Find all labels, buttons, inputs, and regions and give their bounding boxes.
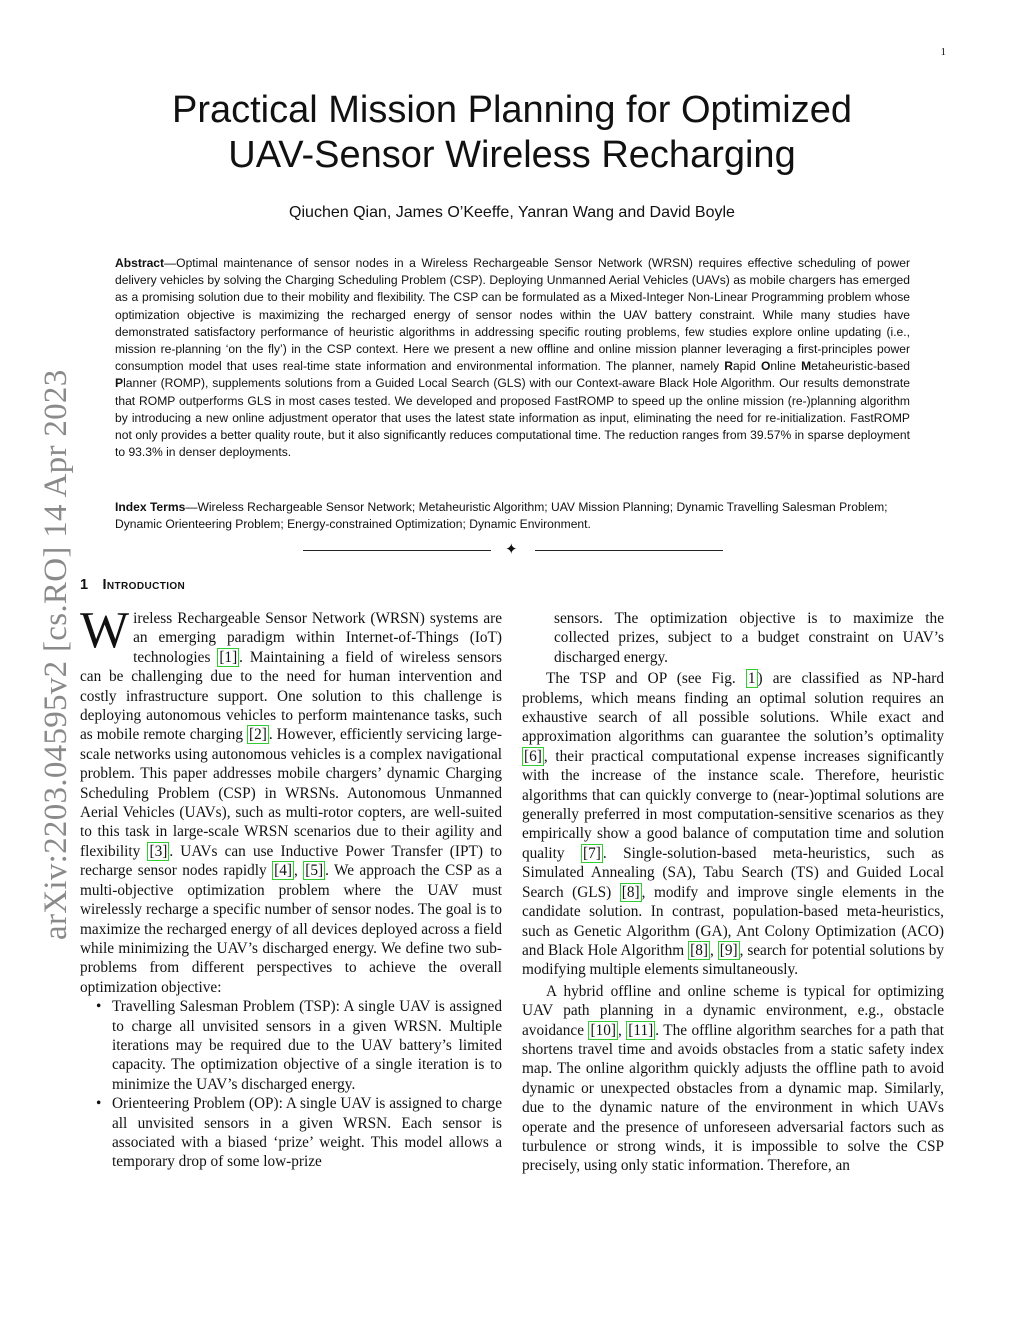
- list-item-op-continued: sensors. The optimization objective is to maximize the collected prizes, subject to a budget constraint on UAV’s discharged energy.: [554, 610, 944, 666]
- intro-paragraph-2: The TSP and OP (see Fig. 1 ) are classified as NP-hard problems, which means finding an optimal solution requires an exhaustive search of all possible solutions. While exact and approximation algorithms can guarantee the solution’s optimality [6] , their practical computational expense increases significantly with the increase of the instance scale. Therefore, heuristic algorithms that can quickly converge to (near-)optimal solutions are generally preferred in most computation-sensitive scenarios as they empirically show a good balance of computation time and solution quality [7] . Single-solution-based meta-heuristics, such as Simulated Annealing (SA), Tabu Search (TS) and Guided Local Search (GLS) [8] , modify and improve single elements in the candidate solution. In contrast, population-based meta-heuristics, such as Genetic Algorithm (GA), Ant Colony Optimization (ACO) and Black Hole Algorithm [8] , [9] , search for potential solutions by modifying multiple elements simultaneously.: [522, 670, 945, 979]
- index-terms-label: Index Terms: [115, 500, 186, 514]
- citation-link[interactable]: [1]: [219, 648, 238, 666]
- right-column: [522, 609, 944, 1176]
- section-heading: [80, 577, 185, 593]
- citation-link[interactable]: [8]: [690, 941, 708, 959]
- citation-link[interactable]: [10]: [590, 1021, 616, 1039]
- title-line-1: Practical Mission Planning for Optimized: [171, 89, 853, 131]
- citation-link[interactable]: [2]: [248, 726, 267, 744]
- citation-link[interactable]: [5]: [305, 862, 324, 880]
- intro-paragraph-3: A hybrid offline and online scheme is typical for optimizing UAV path planning in a dynamic environment, e.g., obstacle avoidance [10] , [11] . The offline algorithm searches for a path that shortens travel time and avoids obstacles from a static safety index map. The online algorithm quickly adjusts the offline path to avoid dynamic or unexpected obstacles from a dynamic map. Similarly, due to the dynamic nature of the environment in which UAVs operate and the presence of unforeseen adversarial factors such as turbulence or strong winds, it is impossible to solve the CSP precisely, using only static information. Therefore, an: [522, 982, 944, 1175]
- section-title: Introduction: [102, 577, 186, 593]
- intro-paragraph-1: Wireless Rechargeable Sensor Network (WRSN) systems are an emerging paradigm within Internet-of-Things (IoT) technologies [1] . Maintaining a field of wireless sensors can be challenging due to the need for human intervention and costly infrastructure support. One solution to this challenge is deploying autonomous vehicles to perform maintenance tasks, such as mobile remote charging [2] . However, efficiently servicing large-scale networks using autonomous vehicles is a complex navigational problem. This paper addresses mobile chargers’ dynamic Charging Scheduling Problem (CSP) in WRSNs. Autonomous Unmanned Aerial Vehicles (UAVs), such as multi-rotor copters, are well-suited to this task in large-scale WRSN scenarios due to their agility and flexibility [3] . UAVs can use Inductive Power Transfer (IPT) to recharge sensor nodes rapidly [4] , [5] . We approach the CSP as a multi-objective optimization problem where the UAV must wirelessly recharge a specific number of sensor nodes. The goal is to maximize the recharged energy of all devices deployed across a field while minimizing the UAV’s discharged energy. We define two sub-problems from different perspectives to achieve the overall optimization objective:: [80, 602, 503, 996]
- abstract: Abstract—Optimal maintenance of sensor nodes in a Wireless Rechargeable Sensor Network (WRSN) requires effective scheduling of power delivery vehicles by solving the Charging Scheduling Problem (CSP). Deploying Unmanned Aerial Vehicles (UAVs) as mobile chargers has emerged as a promising solution due to their mobility and flexibility. The CSP can be formulated as a Mixed-Integer Non-Linear Programming problem whose optimization objective is maximizing the recharged energy of sensor nodes within the UAV battery constraint. While many studies have demonstrated satisfactory performance of heuristic algorithms in addressing specific routing problems, few studies explore online updating (i.e., mission re-planning ‘on the fly’) in the CSP context. Here we present a new offline and online mission planner leveraging a first-principles power consumption model that uses real-time state information and environmental information. The planner, namely Rapid Online Metaheuristic-based Planner (ROMP), supplements solutions from a Guided Local Search (GLS) with our Context-aware Black Hole Algorithm. Our results demonstrate that ROMP outperforms GLS in most cases tested. We developed and proposed FastROMP to speed up the online mission (re-)planning algorithm by introducing a new online adjustment operator that uses the latest state information as input, eliminating the need for re-initialization. FastROMP not only provides a better quality route, but it also significantly reduces computational time. The reduction ranges from 39.57% in sparse deployment to 93.3% in denser deployments.: [115, 256, 910, 460]
- divider-star-icon: ✦: [505, 542, 518, 558]
- arxiv-identifier-stamp[interactable]: arXiv:2203.04595v2 [cs.RO] 14 Apr 2023: [38, 369, 74, 940]
- left-column: [80, 602, 503, 1172]
- page-number: 1: [940, 46, 946, 58]
- divider-line-right: [535, 550, 723, 551]
- citation-link[interactable]: [8]: [621, 883, 640, 901]
- paper-title: [110, 88, 914, 178]
- figure-reference-link[interactable]: 1: [747, 670, 756, 688]
- abstract-label: Abstract: [115, 256, 165, 270]
- citation-link[interactable]: [3]: [149, 842, 168, 860]
- list-item-tsp: • Travelling Salesman Problem (TSP): A single UAV is assigned to charge all unvisited sensors in a given WRSN. Multiple iterations may be required due to the UAV battery’s limited capacity. The optimization objective of a single iteration is to minimize the UAV’s discharged energy.: [112, 997, 502, 1094]
- citation-link[interactable]: [7]: [582, 844, 601, 862]
- section-number: 1: [80, 577, 89, 593]
- citation-link[interactable]: [11]: [628, 1021, 654, 1039]
- citation-link[interactable]: [9]: [719, 941, 738, 959]
- divider-line-left: [303, 550, 491, 551]
- list-item-op: • Orienteering Problem (OP): A single UAV is assigned to charge all unvisited sensors in a given WRSN. Each sensor is associated with a biased ‘prize’ weight. This model allows a temporary drop of some low-prize: [112, 1094, 502, 1172]
- section-divider: [303, 543, 723, 559]
- author-list: Qiuchen Qian, James O’Keeffe, Yanran Wang and David Boyle: [289, 204, 735, 221]
- index-terms: Index Terms—Wireless Rechargeable Sensor Network; Metaheuristic Algorithm; UAV Mission Planning; Dynamic Travelling Salesman Problem; Dynamic Orienteering Problem; Energy-constrained Optimization; Dynamic Environment.: [115, 500, 888, 532]
- citation-link[interactable]: [6]: [524, 747, 542, 765]
- title-line-2: UAV-Sensor Wireless Recharging: [228, 134, 796, 176]
- citation-link[interactable]: [4]: [274, 862, 292, 880]
- drop-cap: W: [80, 602, 130, 659]
- subproblem-list: [80, 997, 502, 1172]
